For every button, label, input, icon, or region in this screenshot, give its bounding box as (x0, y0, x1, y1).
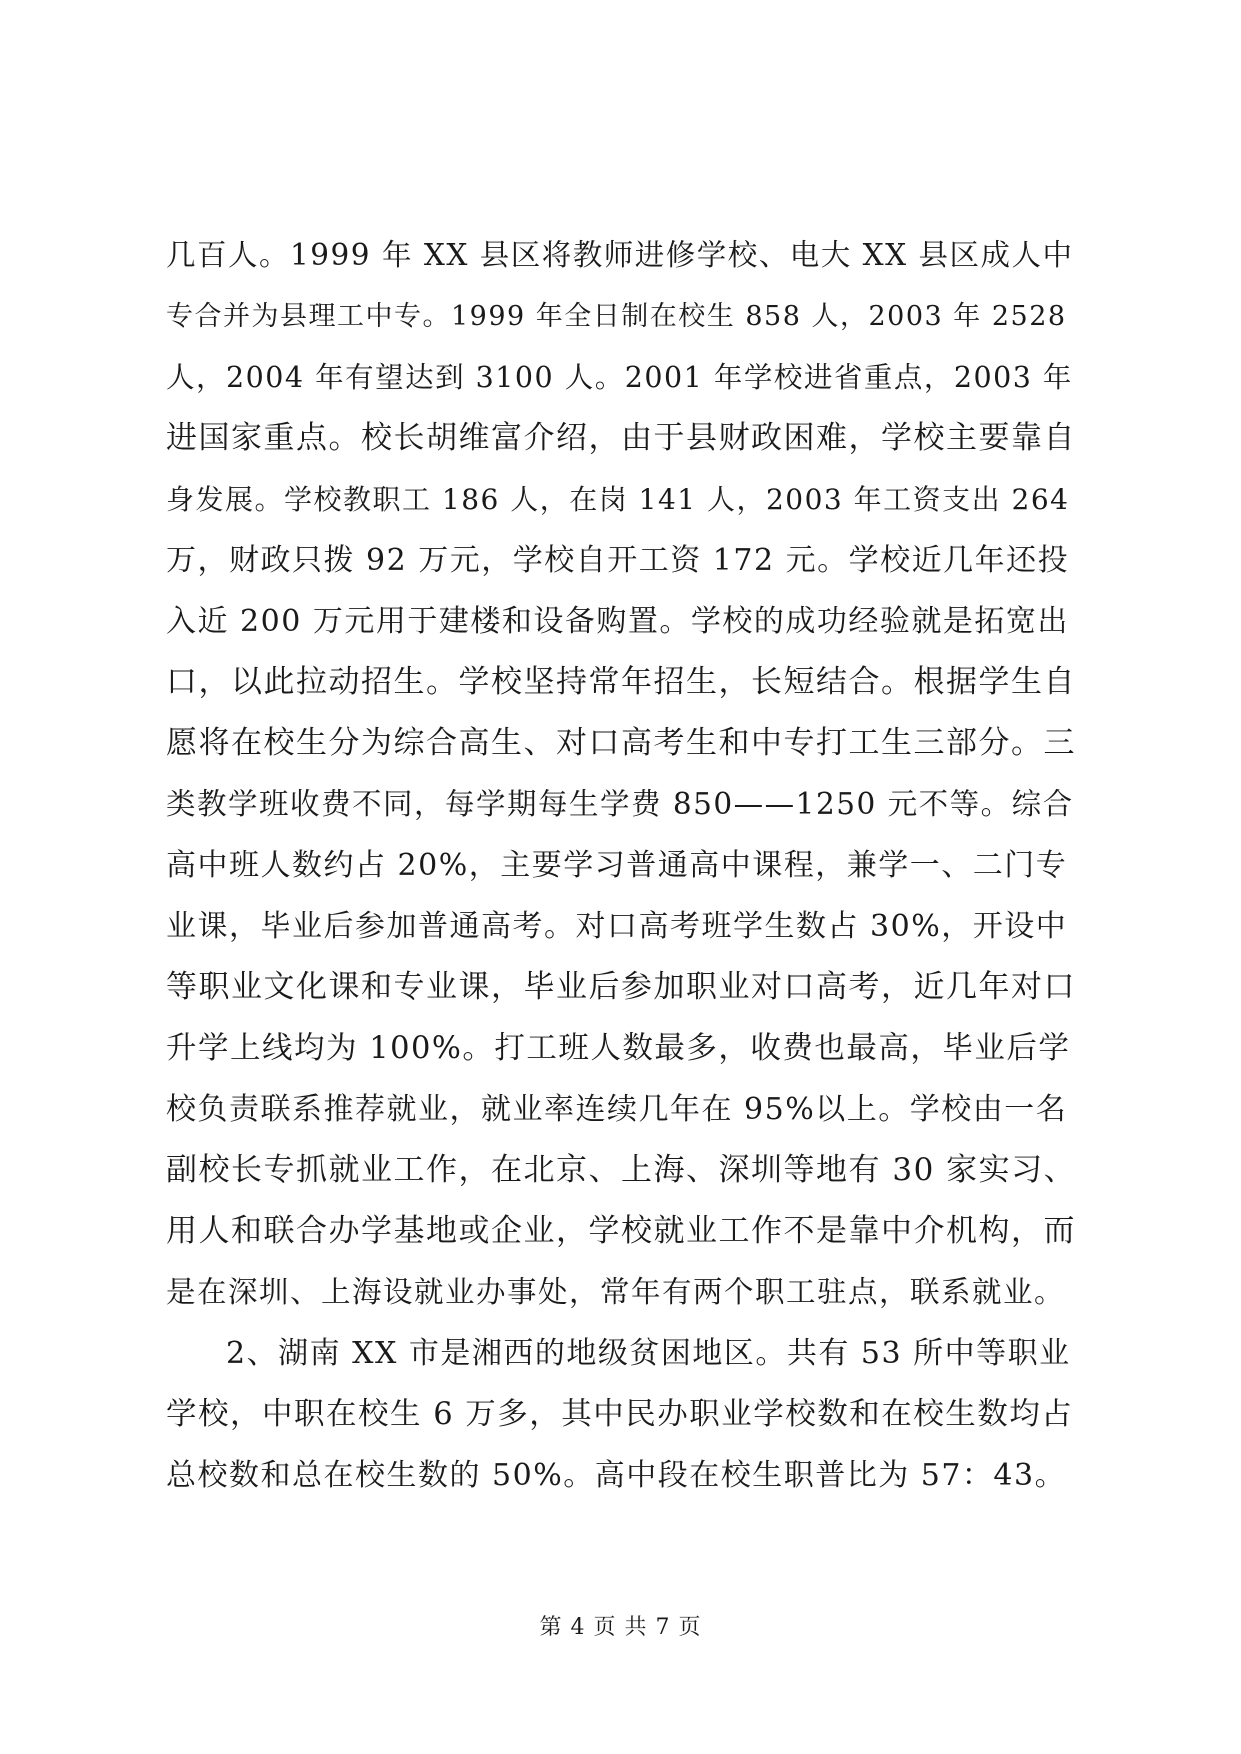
text-line: 专合并为县理工中专。1999 年全日制在校生 858 人，2003 年 2528 (166, 301, 1067, 332)
paragraph-2 (166, 1323, 1076, 1506)
text-line: 总校数和总在校生数的 50%。高中段在校生职普比为 57：43。 (166, 1458, 1067, 1493)
text-line: 类教学班收费不同，每学期每生学费 850——1250 元不等。综合 (166, 787, 1074, 821)
text-line: 进国家重点。校长胡维富介绍，由于县财政困难，学校主要靠自 (166, 420, 1076, 456)
document-body (166, 225, 1076, 1506)
text-line: 副校长专抓就业工作，在北京、上海、深圳等地有 30 家实习、 (166, 1152, 1077, 1188)
text-line: 学校，中职在校生 6 万多，其中民办职业学校数和在校生数均占 (166, 1397, 1074, 1432)
text-line: 2、湖南 XX 市是湘西的地级贫困地区。共有 53 所中等职业 (226, 1336, 1071, 1371)
paragraph-1 (166, 225, 1076, 1323)
text-line: 是在深圳、上海设就业办事处，常年有两个职工驻点，联系就业。 (166, 1275, 1066, 1309)
text-line: 身发展。学校教职工 186 人，在岗 141 人，2003 年工资支出 264 (166, 483, 1070, 516)
text-line: 入近 200 万元用于建楼和设备购置。学校的成功经验就是拓宽出 (166, 604, 1069, 639)
text-line: 人，2004 年有望达到 3100 人。2001 年学校进省重点，2003 年 (166, 361, 1073, 394)
page-number-footer: 第 4 页 共 7 页 (539, 1615, 702, 1640)
text-line: 校负责联系推荐就业，就业率连续几年在 95%以上。学校由一名 (166, 1092, 1068, 1127)
text-line: 等职业文化课和专业课，毕业后参加职业对口高考，近几年对口 (166, 969, 1076, 1005)
text-line: 用人和联合办学基地或企业，学校就业工作不是靠中介机构，而 (166, 1213, 1076, 1249)
text-line: 升学上线均为 100%。打工班人数最多，收费也最高，毕业后学 (166, 1031, 1071, 1066)
text-line: 愿将在校生分为综合高生、对口高考生和中专打工生三部分。三 (166, 725, 1076, 761)
text-line: 高中班人数约占 20%，主要学习普通高中课程，兼学一、二门专 (166, 848, 1068, 883)
text-line: 万，财政只拨 92 万元，学校自开工资 172 元。学校近几年还投 (166, 543, 1070, 578)
text-line: 业课，毕业后参加普通高考。对口高考班学生数占 30%，开设中 (166, 909, 1068, 944)
text-line: 口，以此拉动招生。学校坚持常年招生，长短结合。根据学生自 (166, 664, 1076, 700)
text-line: 几百人。1999 年 XX 县区将教师进修学校、电大 XX 县区成人中 (166, 238, 1074, 272)
